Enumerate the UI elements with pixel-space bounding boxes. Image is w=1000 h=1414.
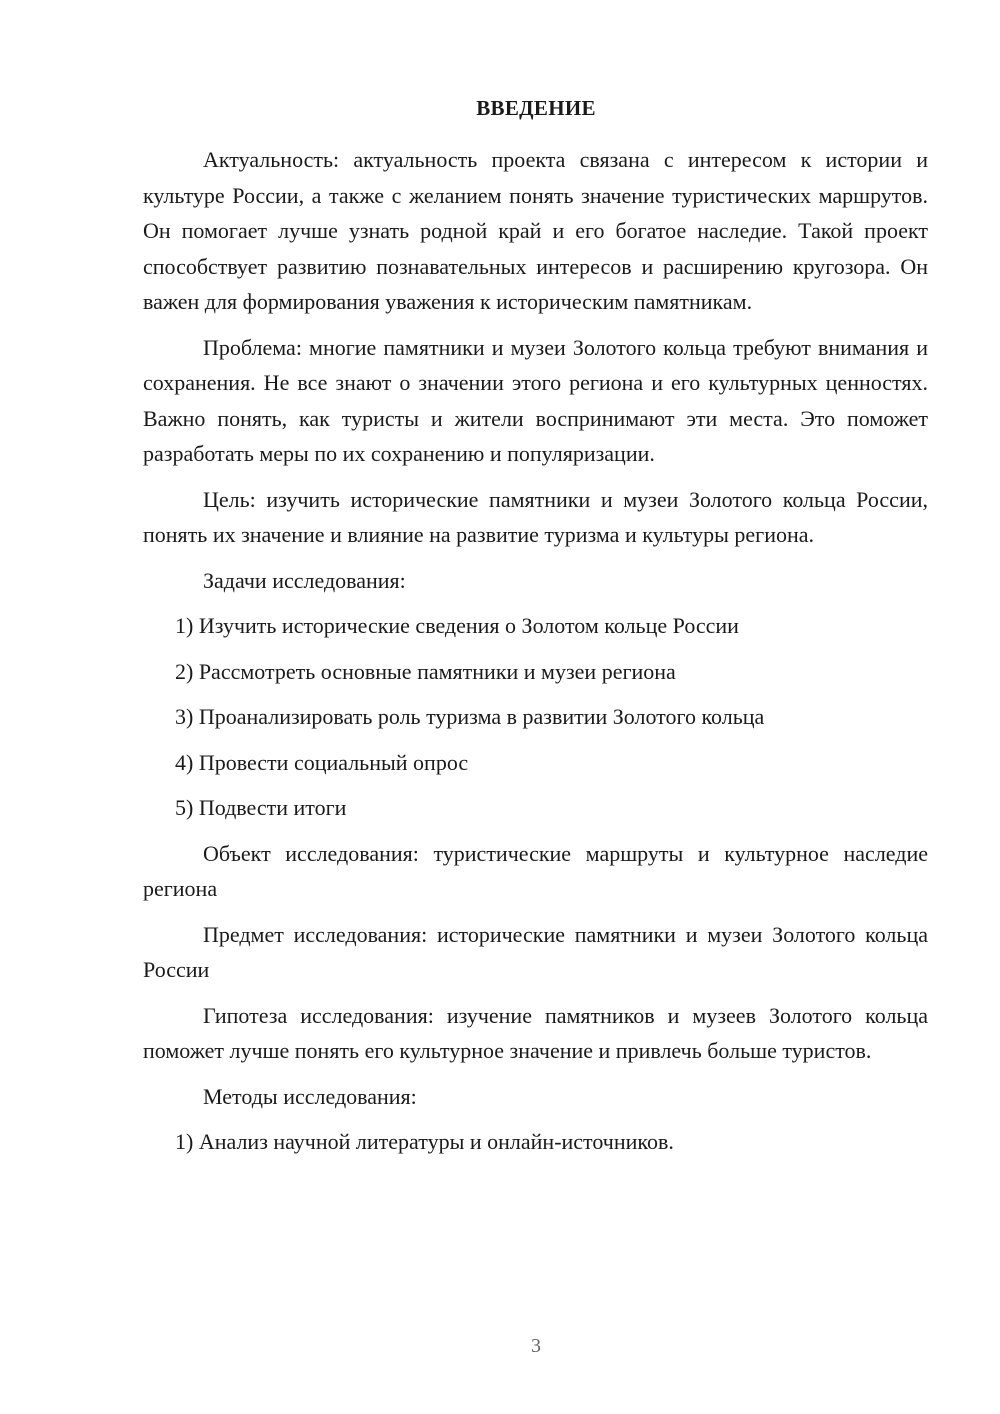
relevance-paragraph: Актуальность: актуальность проекта связана с интересом к истории и культуре России, а также с желанием понять значение туристических маршрутов. Он помогает лучше узнать родной край и его богатое наследие. Такой проект способствует развитию познавательных интересов и расширению кругозора. Он важен для формирования уважения к историческим памятникам. xyxy=(143,147,928,314)
task-item: 1) Изучить исторические сведения о Золотом кольце России xyxy=(175,613,739,638)
section-title: ВВЕДЕНИЕ xyxy=(476,96,596,120)
method-item: 1) Анализ научной литературы и онлайн-источников. xyxy=(175,1129,674,1154)
hypothesis-paragraph: Гипотеза исследования: изучение памятников и музеев Золотого кольца поможет лучше понять его культурное значение и привлечь больше туристов. xyxy=(143,1002,928,1063)
goal-paragraph: Цель: изучить исторические памятники и музеи Золотого кольца России, понять их значение и влияние на развитие туризма и культуры региона. xyxy=(143,486,928,547)
problem-paragraph: Проблема: многие памятники и музеи Золотого кольца требуют внимания и сохранения. Не все знают о значении этого региона и его культурных ценностях. Важно понять, как туристы и жители воспринимают эти места. Это поможет разработать меры по их сохранению и популяризации. xyxy=(143,334,928,466)
object-paragraph: Объект исследования: туристические маршруты и культурное наследие региона xyxy=(143,840,928,901)
tasks-heading: Задачи исследования: xyxy=(203,567,406,593)
page-number: 3 xyxy=(531,1335,541,1357)
task-item: 3) Проанализировать роль туризма в развитии Золотого кольца xyxy=(175,704,765,729)
subject-paragraph: Предмет исследования: исторические памятники и музеи Золотого кольца России xyxy=(143,921,928,982)
task-item: 5) Подвести итоги xyxy=(175,795,347,820)
task-item: 2) Рассмотреть основные памятники и музеи региона xyxy=(175,658,676,684)
methods-heading: Методы исследования: xyxy=(203,1083,417,1109)
document-body xyxy=(143,142,928,1170)
task-item: 4) Провести социальный опрос xyxy=(175,749,469,775)
